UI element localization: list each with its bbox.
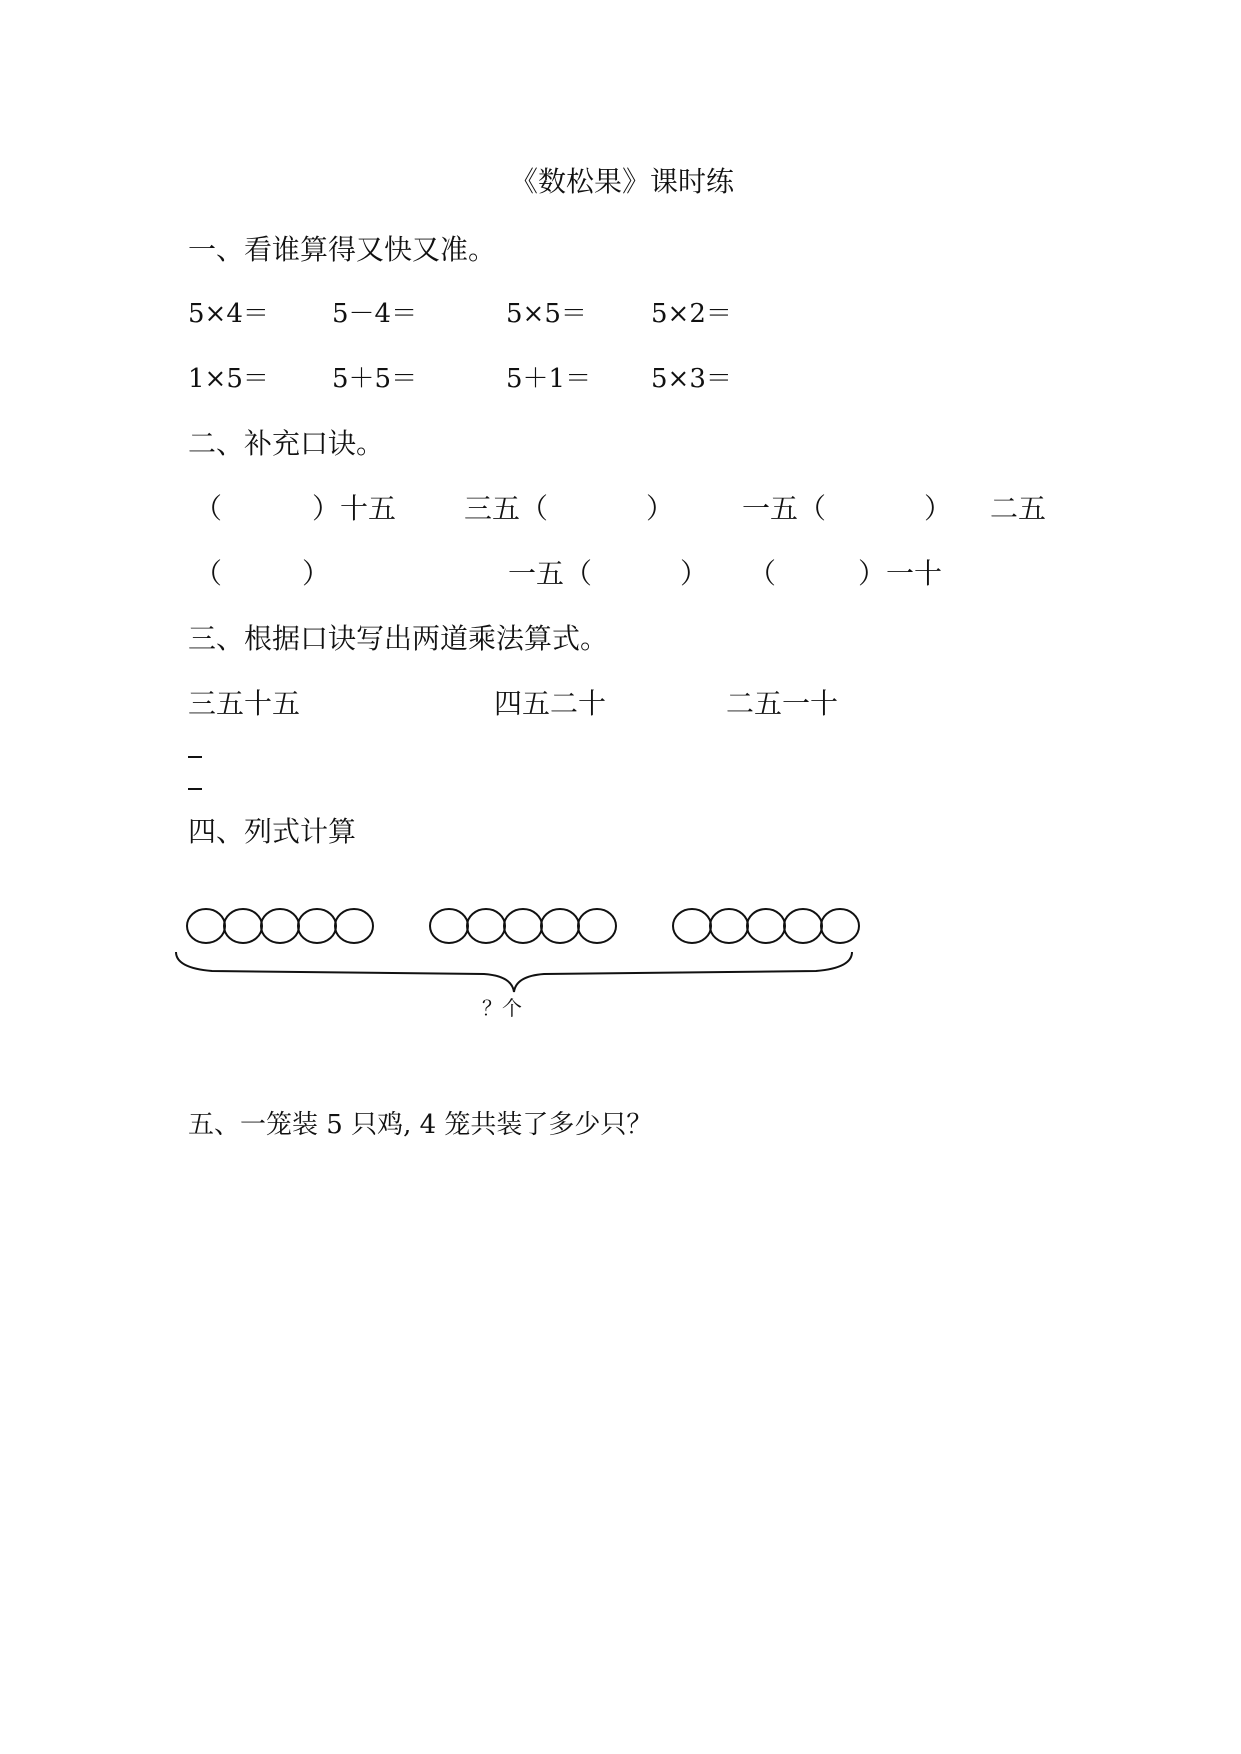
pinecone-circle: [430, 909, 468, 943]
rhyme-item: 二五一十: [726, 687, 839, 720]
rhyme-fragment: 一五（: [508, 557, 593, 590]
pinecone-circle: [784, 909, 822, 943]
arith-item: 1×5＝: [188, 364, 269, 394]
pinecone-circle: [821, 909, 859, 943]
arith-item: 5×4＝: [188, 299, 269, 329]
pinecone-circle: [747, 909, 785, 943]
arith-item: 5＋5＝: [332, 364, 418, 394]
rhyme-fragment: 二五: [990, 492, 1047, 525]
rhyme-fragment: 一五（: [742, 492, 827, 525]
pinecone-circle: [298, 909, 336, 943]
circle-groups: [187, 909, 859, 943]
arith-item: 5×2＝: [651, 299, 732, 329]
brace-label: ？个: [482, 996, 522, 1020]
pinecone-circle: [224, 909, 262, 943]
pinecone-circle: [578, 909, 616, 943]
arith-item: 5×3＝: [651, 364, 732, 394]
pinecone-circle: [335, 909, 373, 943]
arith-item: 5×5＝: [506, 299, 587, 329]
arith-item: 5－4＝: [332, 299, 418, 329]
section-3-heading: 三、根据口诀写出两道乘法算式。: [188, 622, 609, 655]
pinecone-circle: [673, 909, 711, 943]
page-title: 《数松果》课时练: [510, 165, 735, 198]
pinecone-circle: [467, 909, 505, 943]
blank-open: （: [194, 492, 223, 525]
pinecone-circle: [187, 909, 225, 943]
blank-close: ）: [680, 557, 709, 590]
rhyme-item: 四五二十: [494, 687, 607, 720]
pinecone-circle: [541, 909, 579, 943]
blank-open: （: [748, 557, 777, 590]
blank-close: ）: [646, 492, 675, 525]
blank-close: ）: [924, 492, 953, 525]
section-4-heading: 四、列式计算: [188, 815, 357, 848]
section-5-question: 五、一笼装 5 只鸡, 4 笼共装了多少只？: [188, 1110, 653, 1140]
rhyme-fragment: ）十五: [312, 492, 397, 525]
pinecone-circle: [261, 909, 299, 943]
rhyme-item: 三五十五: [188, 687, 301, 720]
blank-open: （: [194, 557, 223, 590]
rhyme-fragment: 三五（: [464, 492, 549, 525]
section-2-heading: 二、补充口诀。: [188, 427, 385, 460]
curly-brace: [176, 952, 852, 992]
rhyme-fragment: ）一十: [858, 557, 943, 590]
arith-item: 5＋1＝: [506, 364, 592, 394]
section-1-heading: 一、看谁算得又快又准。: [188, 233, 497, 266]
blank-close: ）: [302, 557, 331, 590]
pinecone-circle: [710, 909, 748, 943]
pinecone-circle: [504, 909, 542, 943]
